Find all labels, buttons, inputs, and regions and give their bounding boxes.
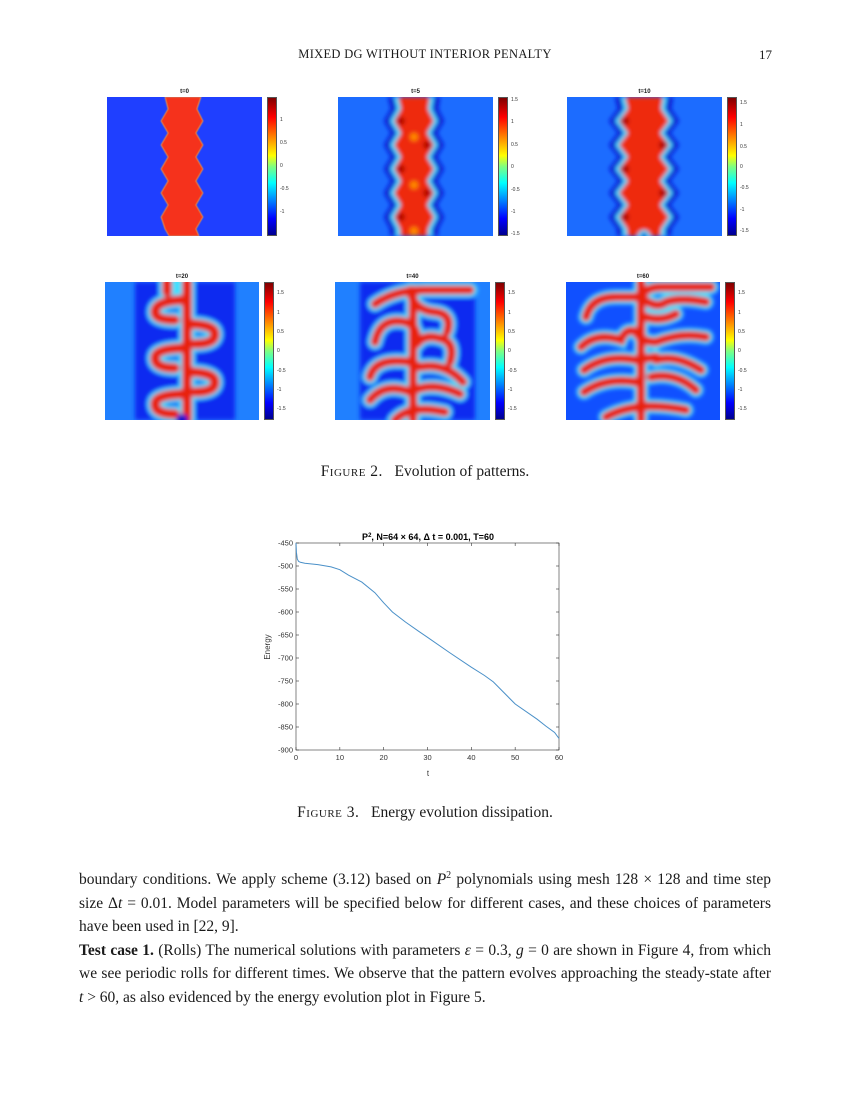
colorbar-tick: 1.5 <box>511 97 518 103</box>
colorbar-tick: -1.5 <box>740 228 749 234</box>
colorbar-tick: 1.5 <box>508 290 515 296</box>
colorbar-tick: 1 <box>740 122 743 128</box>
colorbar-tick: 0.5 <box>511 142 518 148</box>
panel-title: t=40 <box>406 274 419 280</box>
svg-text:10: 10 <box>335 753 345 762</box>
colorbar-tick: 0 <box>511 164 514 170</box>
running-head <box>0 47 850 65</box>
colorbar-tick: 0.5 <box>508 329 515 335</box>
svg-text:30: 30 <box>423 753 432 762</box>
x-axis-label: t <box>426 769 430 778</box>
svg-text:50: 50 <box>510 753 520 762</box>
panel-title: t=5 <box>411 89 420 95</box>
math: 2 <box>446 870 452 881</box>
heatmap-panel-t20 <box>105 274 286 420</box>
colorbar-tick: -1.5 <box>508 406 517 412</box>
text: = 0 are shown in Figure 4, from which we see periodic rolls for different times. We observe that the pattern evolves approaching the steady-state after <box>79 941 772 983</box>
svg-text:-650: -650 <box>277 630 293 640</box>
figure-label: Figure 3. <box>297 804 360 821</box>
energy-chart <box>250 527 580 782</box>
colorbar-tick: 0.5 <box>738 329 745 335</box>
colorbar-tick: 0 <box>277 348 280 354</box>
colorbar <box>495 282 505 420</box>
text: boundary conditions. We apply scheme (3.12) based on <box>79 871 437 889</box>
colorbar-tick: -1 <box>508 387 513 393</box>
figure-label: Figure 2. <box>320 463 383 480</box>
colorbar-tick: 0.5 <box>740 144 747 150</box>
colorbar-tick: 0 <box>280 163 283 169</box>
colorbar-tick: -0.5 <box>508 368 517 374</box>
heatmap-panel-t60 <box>566 274 747 420</box>
svg-text:-550: -550 <box>277 584 293 594</box>
colorbar <box>267 97 277 236</box>
math: t <box>117 894 123 912</box>
text: polynomials using mesh 128 × 128 and time step size Δ <box>79 871 771 912</box>
colorbar <box>498 97 508 236</box>
colorbar-tick: -1 <box>511 209 516 215</box>
colorbar-tick: 0.5 <box>277 329 284 335</box>
chart-title: $P^2$, N=64 × 64, Δ t = 0.001, T=60 <box>362 532 494 542</box>
svg-text:-600: -600 <box>277 607 293 617</box>
colorbar-tick: 0 <box>508 348 511 354</box>
math: P <box>436 871 447 889</box>
colorbar-tick: 0 <box>738 348 741 354</box>
colorbar-tick: 0 <box>740 164 743 170</box>
heatmap-image <box>335 282 490 420</box>
body-text <box>79 864 771 1009</box>
page-number: 17 <box>759 47 772 62</box>
colorbar-tick: -1.5 <box>277 406 286 412</box>
heatmap-panel-t5 <box>338 89 520 237</box>
svg-text:-900: -900 <box>277 745 293 755</box>
paragraph-1 <box>79 864 771 939</box>
svg-text:-750: -750 <box>277 676 293 686</box>
text: = 0.3, <box>470 941 516 959</box>
energy-line <box>296 543 559 739</box>
panel-title: t=0 <box>180 89 189 95</box>
svg-text:-700: -700 <box>277 653 293 663</box>
heatmap-image <box>566 282 720 420</box>
svg-text:-500: -500 <box>277 561 293 571</box>
colorbar <box>725 282 735 420</box>
heatmap-image <box>567 97 722 236</box>
figure-2-caption <box>0 463 850 481</box>
figure-3-caption <box>0 804 850 822</box>
paragraph-2 <box>79 939 771 1010</box>
math: ε <box>464 941 471 959</box>
colorbar-tick: -0.5 <box>740 185 749 191</box>
running-title: MIXED DG WITHOUT INTERIOR PENALTY <box>298 47 552 61</box>
heatmap-panel-t0 <box>107 89 289 236</box>
colorbar-tick: 1 <box>508 310 511 316</box>
heatmap-panel-t40 <box>335 274 517 420</box>
caption-text: Energy evolution dissipation. <box>371 804 553 821</box>
svg-text:-850: -850 <box>277 722 293 732</box>
chart-axes <box>278 539 563 763</box>
colorbar-tick: -1.5 <box>738 406 747 412</box>
colorbar-tick: -1.5 <box>511 231 520 237</box>
heatmap-panel-t10 <box>567 89 749 236</box>
panel-title: t=10 <box>638 89 651 95</box>
colorbar-tick: 1 <box>738 310 741 316</box>
colorbar-tick: 1 <box>511 119 514 125</box>
colorbar-tick: -1 <box>738 387 743 393</box>
colorbar-tick: -0.5 <box>280 186 289 192</box>
colorbar-tick: 1.5 <box>277 290 284 296</box>
caption-text: Evolution of patterns. <box>394 463 530 480</box>
colorbar-tick: 1 <box>280 117 283 123</box>
svg-text:40: 40 <box>467 753 476 762</box>
svg-text:-450: -450 <box>277 538 293 548</box>
colorbar-tick: -1 <box>740 207 745 213</box>
heatmap-image <box>105 282 259 420</box>
panel-title: t=20 <box>175 274 189 280</box>
svg-text:-800: -800 <box>277 699 293 709</box>
colorbar-tick: 0.5 <box>280 140 287 146</box>
colorbar-tick: -1 <box>280 209 285 215</box>
text: > 60, as also evidenced by the energy evolution plot in Figure 5. <box>83 988 486 1006</box>
heatmap-image <box>338 97 493 236</box>
test-case-heading: Test case 1. <box>79 941 154 959</box>
svg-text:0: 0 <box>293 753 299 762</box>
math: t <box>79 988 84 1006</box>
colorbar <box>727 97 737 236</box>
colorbar-tick: 1 <box>277 310 280 316</box>
colorbar-tick: -0.5 <box>277 368 286 374</box>
colorbar-tick: -1 <box>277 387 282 393</box>
heatmap-image <box>107 97 262 236</box>
text: = 0.01. Model parameters will be specified below for different cases, and these choices of parameters have been used in [22, 9]. <box>79 894 771 936</box>
colorbar-tick: -0.5 <box>511 187 520 193</box>
text: (Rolls) The numerical solutions with parameters <box>153 941 465 959</box>
colorbar <box>264 282 274 420</box>
math: g <box>515 941 524 959</box>
panel-title: t=60 <box>636 274 650 280</box>
colorbar-tick: 1.5 <box>738 290 745 296</box>
svg-text:20: 20 <box>379 753 388 762</box>
svg-text:60: 60 <box>554 753 564 762</box>
y-axis-label: Energy <box>263 634 272 660</box>
colorbar-tick: 1.5 <box>740 100 747 106</box>
colorbar-tick: -0.5 <box>738 368 747 374</box>
